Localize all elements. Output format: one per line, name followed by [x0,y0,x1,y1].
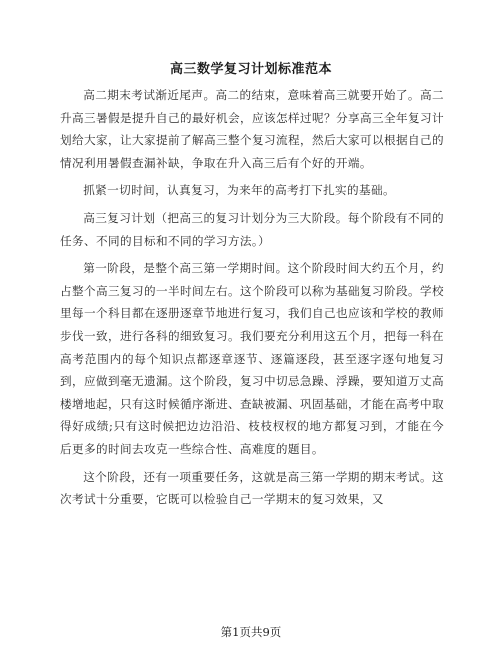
paragraph: 高三复习计划（把高三的复习计划分为三大阶段。每个阶段有不同的任务、不同的目标和不同的学习方法。） [60,210,444,248]
paragraph: 高二期末考试渐近尾声。高二的结束，意味着高三就要开始了。高二升高三暑假是提升自己的最好机会，应该怎样过呢？分享高三全年复习计划给大家，让大家提前了解高三整个复习流程，然后大家可以根据自己的情况利用暑假查漏补缺，争取在升入高三后有个好的开端。 [60,88,444,170]
page-number-footer: 第1页共9页 [220,625,282,639]
paragraph: 这个阶段，还有一项重要任务，这就是高三第一学期的期末考试。这次考试十分重要，它既可以检验自己一学期末的复习效果，又 [60,469,444,507]
paragraph: 抓紧一切时间，认真复习，为来年的高考打下扎实的基础。 [83,183,396,198]
document-body [60,84,444,516]
paragraph: 第一阶段，是整个高三第一学期时间。这个阶段时间大约五个月，约占整个高三复习的一半时间左右。这个阶段可以称为基础复习阶段。学校里每一个科目都在逐册逐章节地进行复习，我们自己也应该和学校的教师步伐一致，进行各科的细致复习。我们要充分利用这五个月，把每一科在高考范围内的每个知识点都逐章逐节、逐篇逐段，甚至逐字逐句地复习到，应做到毫无遗漏。这个阶段，复习中切忌急躁、浮躁，要知道万丈高楼增地起，只有这时候循序渐进、查缺被漏、巩固基础，才能在高考中取得好成绩;只有这时候把边边沿沿、枝枝杈杈的地方都复习到，才能在今后更多的时间去攻克一些综合性、高难度的题目。 [60,261,444,456]
document-title: 高三数学复习计划标准范本 [169,62,332,77]
